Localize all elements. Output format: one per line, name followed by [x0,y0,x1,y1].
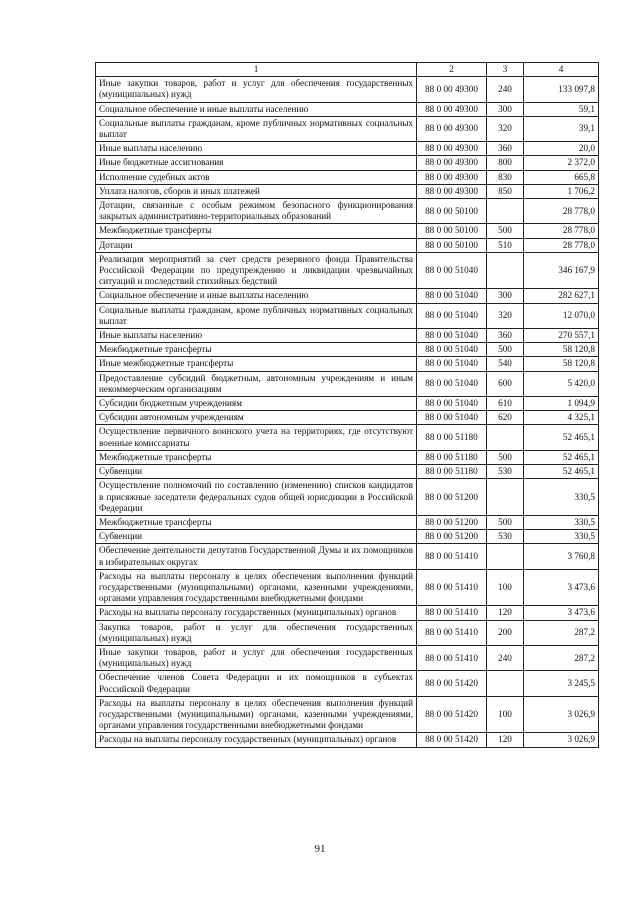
cell-name: Реализация мероприятий за счет средств резервного фонда Правительства Российской Федерации по предупреждению и ликвидации чрезвычайных ситуаций и последствий стихийных бедствий [96,252,417,289]
cell-name: Иные выплаты населению [96,142,417,156]
table-row [96,77,599,102]
table-row [96,184,599,198]
cell-target-code: 88 0 00 51040 [417,329,487,343]
table-row [96,569,599,606]
table-row [96,620,599,645]
cell-target-code: 88 0 00 51040 [417,371,487,396]
cell-amount: 52 465,1 [524,450,599,464]
table-row [96,329,599,343]
cell-name: Иные выплаты населению [96,329,417,343]
cell-amount: 4 325,1 [524,411,599,425]
cell-target-code: 88 0 00 51040 [417,252,487,289]
cell-target-code: 88 0 00 51040 [417,397,487,411]
cell-amount: 12 070,0 [524,303,599,328]
page-number: 91 [314,843,326,855]
table-row [96,303,599,328]
cell-amount: 1 706,2 [524,184,599,198]
cell-target-code: 88 0 00 51040 [417,411,487,425]
cell-amount: 665,8 [524,170,599,184]
cell-amount: 346 167,9 [524,252,599,289]
cell-target-code: 88 0 00 51040 [417,357,487,371]
table-row [96,544,599,569]
table-body [96,77,599,747]
table-row [96,102,599,116]
header-col-name: 1 [96,63,417,77]
table-row [96,479,599,516]
cell-target-code: 88 0 00 51040 [417,289,487,303]
cell-amount: 133 097,8 [524,77,599,102]
cell-amount: 3 760,8 [524,544,599,569]
cell-amount: 287,2 [524,645,599,670]
cell-amount: 39,1 [524,116,599,141]
cell-expense-type: 530 [487,465,524,479]
cell-amount: 3 473,6 [524,569,599,606]
table-row [96,645,599,670]
cell-target-code: 88 0 00 51410 [417,544,487,569]
cell-target-code: 88 0 00 49300 [417,170,487,184]
cell-target-code: 88 0 00 50100 [417,199,487,224]
cell-name: Иные межбюджетные трансферты [96,357,417,371]
cell-target-code: 88 0 00 49300 [417,116,487,141]
cell-expense-type: 500 [487,515,524,529]
cell-name: Закупка товаров, работ и услуг для обеспечения государственных (муниципальных) нужд [96,620,417,645]
cell-name: Исполнение судебных актов [96,170,417,184]
cell-expense-type: 620 [487,411,524,425]
cell-target-code: 88 0 00 51180 [417,425,487,450]
cell-amount: 3 473,6 [524,606,599,620]
cell-expense-type: 360 [487,142,524,156]
cell-expense-type: 610 [487,397,524,411]
cell-name: Расходы на выплаты персоналу государственных (муниципальных) органов [96,606,417,620]
cell-target-code: 88 0 00 51040 [417,303,487,328]
cell-amount: 59,1 [524,102,599,116]
cell-target-code: 88 0 00 51420 [417,696,487,733]
cell-expense-type: 500 [487,450,524,464]
table-header [96,63,599,77]
header-col-expense-type: 3 [487,63,524,77]
table-row [96,289,599,303]
cell-amount: 52 465,1 [524,465,599,479]
table-row [96,733,599,747]
cell-amount: 287,2 [524,620,599,645]
cell-name: Межбюджетные трансферты [96,515,417,529]
cell-expense-type: 360 [487,329,524,343]
cell-name: Субсидии бюджетным учреждениям [96,397,417,411]
cell-target-code: 88 0 00 50100 [417,224,487,238]
cell-name: Субсидии автономным учреждениям [96,411,417,425]
cell-name: Обеспечение членов Совета Федерации и их помощников в субъектах Российской Федерации [96,671,417,696]
cell-expense-type: 510 [487,238,524,252]
cell-name: Субвенции [96,530,417,544]
cell-expense-type: 100 [487,696,524,733]
table-row [96,199,599,224]
table-row [96,411,599,425]
cell-target-code: 88 0 00 50100 [417,238,487,252]
cell-target-code: 88 0 00 49300 [417,184,487,198]
cell-amount: 58 120,8 [524,357,599,371]
cell-target-code: 88 0 00 51420 [417,671,487,696]
cell-name: Расходы на выплаты персоналу государственных (муниципальных) органов [96,733,417,747]
cell-expense-type: 500 [487,224,524,238]
table-row [96,671,599,696]
cell-expense-type: 200 [487,620,524,645]
cell-expense-type: 120 [487,606,524,620]
cell-expense-type: 320 [487,116,524,141]
cell-expense-type: 800 [487,156,524,170]
cell-expense-type: 850 [487,184,524,198]
table-row [96,515,599,529]
table-row [96,156,599,170]
cell-expense-type: 320 [487,303,524,328]
cell-target-code: 88 0 00 51200 [417,515,487,529]
cell-target-code: 88 0 00 51420 [417,733,487,747]
header-col-amount: 4 [524,63,599,77]
cell-name: Расходы на выплаты персоналу в целях обеспечения выполнения функций государственными (муниципальными) органами, казенными учреждениями, органами управления государственными внебюджетными фондами [96,569,417,606]
cell-name: Межбюджетные трансферты [96,450,417,464]
cell-name: Межбюджетные трансферты [96,343,417,357]
cell-expense-type: 830 [487,170,524,184]
header-row [96,63,599,77]
cell-target-code: 88 0 00 51410 [417,606,487,620]
cell-amount: 330,5 [524,530,599,544]
cell-expense-type: 120 [487,733,524,747]
cell-amount: 3 245,5 [524,671,599,696]
table-row [96,696,599,733]
cell-amount: 1 094,9 [524,397,599,411]
cell-expense-type: 300 [487,102,524,116]
cell-amount: 330,5 [524,515,599,529]
cell-name: Социальное обеспечение и иные выплаты населению [96,289,417,303]
cell-target-code: 88 0 00 51200 [417,479,487,516]
cell-amount: 3 026,9 [524,733,599,747]
table-row [96,224,599,238]
cell-target-code: 88 0 00 49300 [417,102,487,116]
cell-name: Социальные выплаты гражданам, кроме публичных нормативных социальных выплат [96,116,417,141]
cell-expense-type [487,671,524,696]
table-row [96,170,599,184]
cell-amount: 330,5 [524,479,599,516]
cell-expense-type [487,479,524,516]
cell-target-code: 88 0 00 49300 [417,77,487,102]
table-row [96,116,599,141]
cell-expense-type [487,252,524,289]
cell-amount: 3 026,9 [524,696,599,733]
cell-amount: 20,0 [524,142,599,156]
table-row [96,343,599,357]
table-row [96,252,599,289]
cell-amount: 2 372,0 [524,156,599,170]
cell-target-code: 88 0 00 51410 [417,620,487,645]
cell-expense-type: 530 [487,530,524,544]
cell-expense-type [487,544,524,569]
cell-amount: 52 465,1 [524,425,599,450]
cell-expense-type: 240 [487,77,524,102]
table-row [96,371,599,396]
cell-name: Межбюджетные трансферты [96,224,417,238]
table-row [96,425,599,450]
cell-name: Обеспечение деятельности депутатов Государственной Думы и их помощников в избирательных округах [96,544,417,569]
cell-amount: 5 420,0 [524,371,599,396]
table-row [96,465,599,479]
cell-expense-type [487,199,524,224]
table-row [96,238,599,252]
cell-target-code: 88 0 00 51180 [417,465,487,479]
cell-expense-type: 300 [487,289,524,303]
cell-amount: 28 778,0 [524,224,599,238]
cell-amount: 28 778,0 [524,199,599,224]
cell-name: Уплата налогов, сборов и иных платежей [96,184,417,198]
cell-target-code: 88 0 00 51410 [417,645,487,670]
table-row [96,142,599,156]
cell-amount: 282 627,1 [524,289,599,303]
cell-target-code: 88 0 00 51040 [417,343,487,357]
cell-name: Осуществление первичного воинского учета на территориях, где отсутствуют военные комиссариаты [96,425,417,450]
cell-target-code: 88 0 00 49300 [417,156,487,170]
cell-amount: 28 778,0 [524,238,599,252]
cell-name: Социальные выплаты гражданам, кроме публичных нормативных социальных выплат [96,303,417,328]
cell-amount: 58 120,8 [524,343,599,357]
cell-amount: 270 557,1 [524,329,599,343]
table-row [96,530,599,544]
cell-name: Расходы на выплаты персоналу в целях обеспечения выполнения функций государственными (муниципальными) органами, казенными учреждениями, органами управления государственными внебюджетными фондами [96,696,417,733]
cell-target-code: 88 0 00 51200 [417,530,487,544]
header-col-code: 2 [417,63,487,77]
budget-table [95,62,599,748]
cell-expense-type: 540 [487,357,524,371]
cell-expense-type: 240 [487,645,524,670]
cell-target-code: 88 0 00 51180 [417,450,487,464]
cell-expense-type [487,425,524,450]
table-row [96,397,599,411]
cell-name: Дотации, связанные с особым режимом безопасного функционирования закрытых административно-территориальных образований [96,199,417,224]
cell-name: Иные закупки товаров, работ и услуг для обеспечения государственных (муниципальных) нужд [96,77,417,102]
cell-name: Субвенции [96,465,417,479]
cell-expense-type: 600 [487,371,524,396]
table-row [96,450,599,464]
cell-name: Предоставление субсидий бюджетным, автономным учреждениям и иным некоммерческим организациям [96,371,417,396]
cell-expense-type: 500 [487,343,524,357]
cell-name: Осуществление полномочий по составлению (изменению) списков кандидатов в присяжные заседатели федеральных судов общей юрисдикции в Российской Федерации [96,479,417,516]
cell-target-code: 88 0 00 49300 [417,142,487,156]
cell-name: Дотации [96,238,417,252]
cell-name: Социальное обеспечение и иные выплаты населению [96,102,417,116]
cell-name: Иные закупки товаров, работ и услуг для обеспечения государственных (муниципальных) нужд [96,645,417,670]
cell-name: Иные бюджетные ассигнования [96,156,417,170]
table-row [96,606,599,620]
cell-expense-type: 100 [487,569,524,606]
cell-target-code: 88 0 00 51410 [417,569,487,606]
table-row [96,357,599,371]
